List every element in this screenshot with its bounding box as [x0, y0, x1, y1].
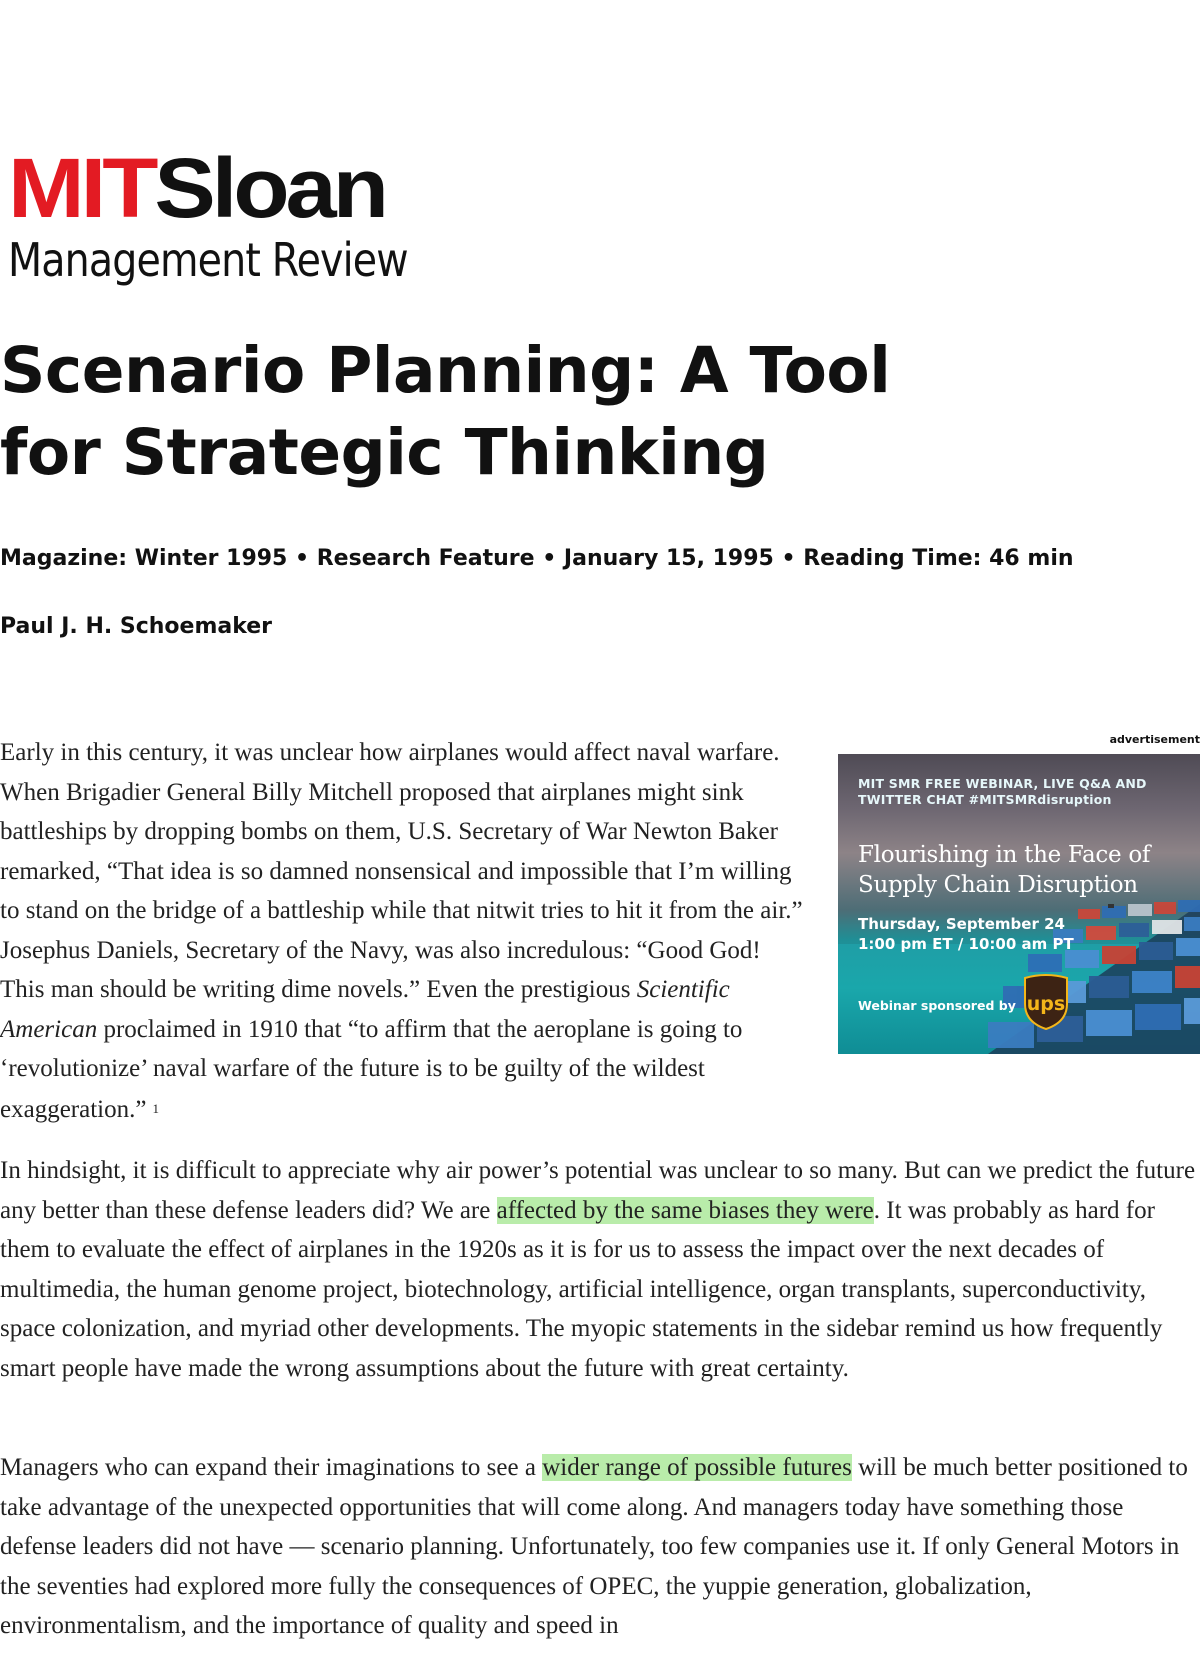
paragraph-3-highlight[interactable]: wider range of possible futures: [542, 1454, 852, 1481]
footnote-link[interactable]: 1: [152, 1100, 159, 1116]
ups-shield-icon: [1023, 974, 1069, 1030]
webinar-advertisement[interactable]: [838, 754, 1200, 1054]
mit-sloan-logo[interactable]: [8, 141, 448, 287]
ad-label: advertisement: [1109, 733, 1200, 746]
paragraph-1: [0, 733, 808, 1129]
paragraph-2-highlight[interactable]: affected by the same biases they were: [496, 1196, 874, 1224]
paragraph-3-text-b: will be much better positioned to take advantage of the unexpected opportunities that will come along. And managers today have something those defense leaders did not have — scenario planning. Unfortunately, too few companies use it. If only General Motors in the seventies had explored more fully the consequences of OPEC, the yuppie generation, globalization, environmentalism, and the importance of quality and speed in: [0, 1454, 1188, 1639]
article-title: Scenario Planning: A Tool for Strategic Thinking: [0, 334, 891, 489]
paragraph-3-text-a: Managers who can expand their imaginations to see a: [0, 1454, 543, 1481]
logo-wordmark: [8, 141, 448, 236]
paragraph-1-text-a: Early in this century, it was unclear how airplanes would affect naval warfare. When Brigadier General Billy Mitchell proposed that airplanes might sink battleships by dropping bombs on them, U.S. Secretary of War Newton Baker remarked, “That idea is so damned nonsensical and impossible that I’m willing to stand on the bridge of a battleship while that nitwit tries to hit it from the air.” Josephus Daniels, Secretary of the Navy, was also incredulous: “Good God! This man should be writing dime novels.” Even the prestigious: [0, 739, 803, 1003]
logo-subtitle: Management Review: [8, 233, 408, 287]
ad-title: Flourishing in the Face of Supply Chain Disruption: [858, 842, 1151, 898]
article-author[interactable]: Paul J. H. Schoemaker: [0, 614, 273, 639]
ad-sponsor-label: Webinar sponsored by: [858, 998, 1016, 1013]
paragraph-1-italic: Scientific American: [0, 976, 730, 1043]
paragraph-2-text-a: In hindsight, it is difficult to appreciate why air power’s potential was unclear to so many. But can we predict the future any better than these defense leaders did? We are: [0, 1157, 1196, 1224]
ad-header: MIT SMR FREE WEBINAR, LIVE Q&A AND TWITTER CHAT #MITSMRdisruption: [858, 776, 1147, 807]
logo-mit: MIT: [8, 141, 155, 236]
paragraph-3: [0, 1448, 1196, 1646]
paragraph-1-text-b: proclaimed in 1910 that “to affirm that the aeroplane is going to ‘revolutionize’ naval warfare of the future is to be guilty of the wildest exaggeration.”: [0, 1015, 743, 1123]
ups-logo-text: ups: [1026, 993, 1066, 1015]
logo-sloan: Sloan: [154, 141, 385, 236]
ad-date: Thursday, September 24 1:00 pm ET / 10:00 am PT: [858, 915, 1074, 953]
paragraph-2-text-b: . It was probably as hard for them to evaluate the effect of airplanes in the 1920s as it is for us to assess the impact over the next decades of multimedia, the human genome project, biotechnology, artificial intelligence, organ transplants, superconductivity, space colonization, and myriad other developments. The myopic statements in the sidebar remind us how frequently smart people have made the wrong assumptions about the future with great certainty.: [0, 1196, 1163, 1382]
article-meta: Magazine: Winter 1995 • Research Feature • January 15, 1995 • Reading Time: 46 min: [0, 546, 1074, 571]
paragraph-2: [0, 1151, 1196, 1388]
